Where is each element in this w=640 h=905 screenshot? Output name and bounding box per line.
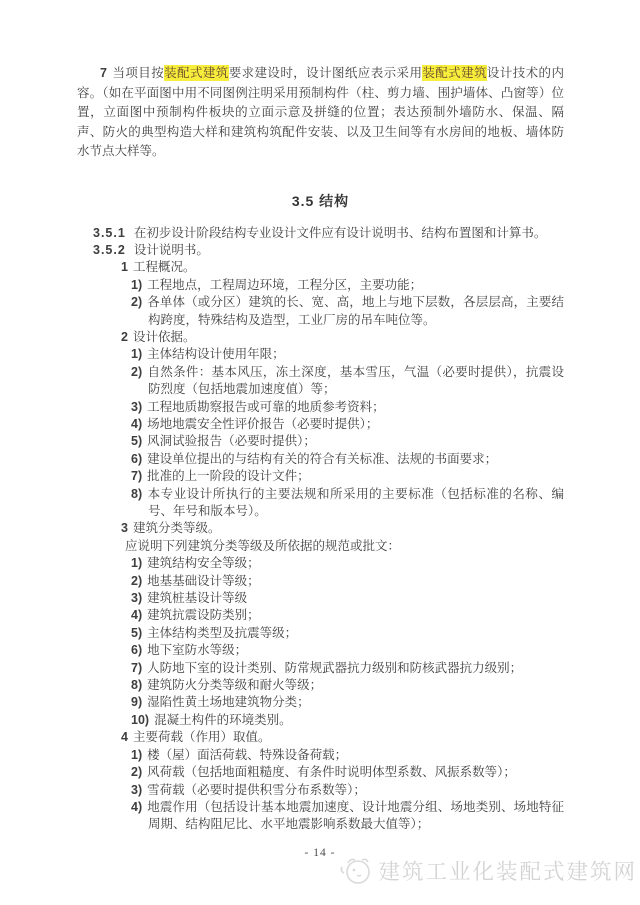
clause-item (77, 694, 564, 711)
clause-item (77, 520, 564, 537)
clause-item-number: 1) (131, 556, 143, 571)
clause-item (77, 294, 564, 329)
clause-item-text: 主要荷载（作用）取值。 (132, 730, 271, 745)
clause-item-number: 5) (131, 625, 143, 640)
clause-item (77, 364, 564, 399)
clause-item-number: 2 (121, 329, 128, 344)
paragraph-text: 要求建设时，设计图纸应表示采用 (228, 66, 423, 80)
clause-item (77, 451, 564, 468)
paragraph-text: 设计技术的内容。（如在平面图中用不同图例注明采用预制构件（柱、剪力墙、围护墙体、凸窗等）位置，立面图中预制构件板块的立面示意及拼缝的位置；表达预制外墙防水、保温、隔声、防火的典型构造大样和建筑构筑配件安装、以及卫生间等有水房间的地板、墙体防水节点大样等。 (77, 66, 564, 158)
clause-item (77, 346, 564, 363)
clause-item-number: 7) (131, 469, 143, 484)
highlighted-term: 装配式建筑 (164, 66, 229, 80)
clause-item-text: 应说明下列建筑分类等级及所依据的规范或批文： (125, 538, 401, 553)
clause-number: 7 (100, 66, 109, 80)
clause-item (77, 799, 564, 834)
clause-item-text: 设计说明书。 (133, 242, 209, 257)
clause-item-number: 4) (131, 799, 143, 814)
clause-item-text: 建筑分类等级。 (132, 521, 221, 536)
clause-item-text: 工程地点，工程周边环境，工程分区，主要功能； (147, 277, 423, 292)
clause-item (77, 486, 564, 521)
clause-item-text: 风洞试验报告（必要时提供）； (147, 434, 316, 449)
document-page (77, 64, 564, 834)
page-number: - 14 - (304, 847, 336, 859)
clause-item-number: 4) (131, 416, 143, 431)
clause-item-number: 7) (131, 660, 143, 675)
clause-item (77, 259, 564, 276)
clause-item (77, 590, 564, 607)
watermark (338, 853, 637, 887)
clause-item-number: 3.5.2 (93, 242, 126, 257)
clause-item (77, 433, 564, 450)
clause-item-number: 5) (131, 434, 143, 449)
clause-item-text: 各单体（或分区）建筑的长、宽、高，地上与地下层数，各层层高，主要结构跨度，特殊结构及造型，工业厂房的吊车吨位等。 (147, 295, 564, 327)
clause-item-number: 2) (131, 573, 143, 588)
clause-item-number: 3 (121, 521, 128, 536)
clause-item-text: 工程概况。 (132, 260, 196, 275)
clause-item (77, 712, 564, 729)
clause-item-number: 4) (131, 608, 143, 623)
clause-item-text: 人防地下室的设计类别、防常规武器抗力级别和防核武器抗力级别； (147, 660, 523, 675)
clause-item-text: 主体结构类型及抗震等级； (147, 625, 298, 640)
clause-item (77, 538, 564, 555)
clause-item-text: 楼（屋）面活荷载、特殊设备荷载； (147, 747, 348, 762)
clause-item (77, 555, 564, 572)
clause-list (77, 225, 564, 834)
highlighted-term: 装配式建筑 (422, 66, 487, 80)
clause-item-text: 风荷载（包括地面粗糙度、有条件时说明体型系数、风振系数等）； (147, 765, 516, 780)
clause-item-text: 地基基础设计等级； (147, 573, 260, 588)
clause-item-text: 批准的上一阶段的设计文件； (147, 469, 310, 484)
clause-item-text: 主体结构设计使用年限； (147, 347, 285, 362)
clause-item (77, 416, 564, 433)
clause-item-number: 8) (131, 678, 143, 693)
clause-item-number: 6) (131, 451, 143, 466)
panda-logo-icon (338, 853, 374, 887)
clause-item-number: 1) (131, 347, 143, 362)
clause-item (77, 242, 564, 259)
intro-paragraph (77, 64, 564, 162)
paragraph-text: 当项目按 (108, 66, 165, 80)
clause-item (77, 782, 564, 799)
clause-item (77, 225, 564, 242)
clause-item (77, 677, 564, 694)
clause-item-number: 8) (131, 486, 143, 501)
clause-item (77, 764, 564, 781)
clause-item-number: 2) (131, 364, 143, 379)
clause-item-number: 3) (131, 591, 143, 606)
clause-item-text: 地震作用（包括设计基本地震加速度、设计地震分组、场地类别、场地特征周期、结构阻尼比、水平地震影响系数最大值等）； (147, 799, 564, 832)
watermark-text: 建筑工业化装配式建筑网 (378, 859, 637, 884)
clause-item-number: 4 (121, 730, 128, 745)
clause-item (77, 573, 564, 590)
clause-item-number: 3) (131, 782, 143, 797)
clause-item (77, 642, 564, 659)
section-heading: 3.5 结构 (291, 192, 350, 209)
clause-item (77, 607, 564, 624)
clause-item-text: 混凝土构件的环境类别。 (154, 712, 292, 727)
clause-item (77, 625, 564, 642)
clause-item-number: 1) (131, 747, 143, 762)
clause-item-text: 建筑防火分类等级和耐火等级； (147, 678, 323, 693)
clause-item-text: 建设单位提出的与结构有关的符合有关标准、法规的书面要求； (147, 451, 498, 466)
clause-item (77, 399, 564, 416)
clause-item-number: 9) (131, 695, 143, 710)
clause-item-text: 地下室防水等级； (147, 643, 248, 658)
clause-item (77, 277, 564, 294)
clause-item-number: 3.5.1 (93, 225, 126, 240)
clause-item-text: 建筑抗震设防类别； (147, 608, 260, 623)
clause-item-text: 雪荷载（必要时提供积雪分布系数等）； (147, 782, 366, 797)
clause-item-number: 10) (131, 712, 150, 727)
clause-item (77, 660, 564, 677)
clause-item-number: 3) (131, 399, 143, 414)
clause-item-text: 在初步设计阶段结构专业设计文件应有设计说明书、结构布置图和计算书。 (133, 225, 547, 240)
clause-item (77, 468, 564, 485)
clause-item-text: 自然条件：基本风压，冻土深度，基本雪压，气温（必要时提供），抗震设防烈度（包括地震加速度值）等； (147, 364, 564, 397)
clause-item-text: 湿陷性黄土场地建筑物分类； (147, 695, 310, 710)
clause-item-text: 场地地震安全性评价报告（必要时提供）； (147, 416, 379, 431)
clause-item-text: 建筑结构安全等级； (147, 556, 260, 571)
clause-item-number: 2) (131, 765, 143, 780)
clause-item-text: 建筑桩基设计等级 (147, 591, 248, 606)
clause-item (77, 747, 564, 764)
clause-item-text: 本专业设计所执行的主要法规和所采用的主要标准（包括标准的名称、编号、年号和版本号）。 (147, 486, 564, 518)
clause-item-number: 2) (131, 295, 143, 310)
clause-item-text: 工程地质勘察报告或可靠的地质参考资料； (147, 399, 385, 414)
clause-item-text: 设计依据。 (132, 329, 196, 344)
clause-item-number: 6) (131, 643, 143, 658)
clause-item (77, 729, 564, 746)
clause-item-number: 1) (131, 277, 143, 292)
clause-item-number: 1 (121, 260, 128, 275)
clause-item (77, 329, 564, 346)
